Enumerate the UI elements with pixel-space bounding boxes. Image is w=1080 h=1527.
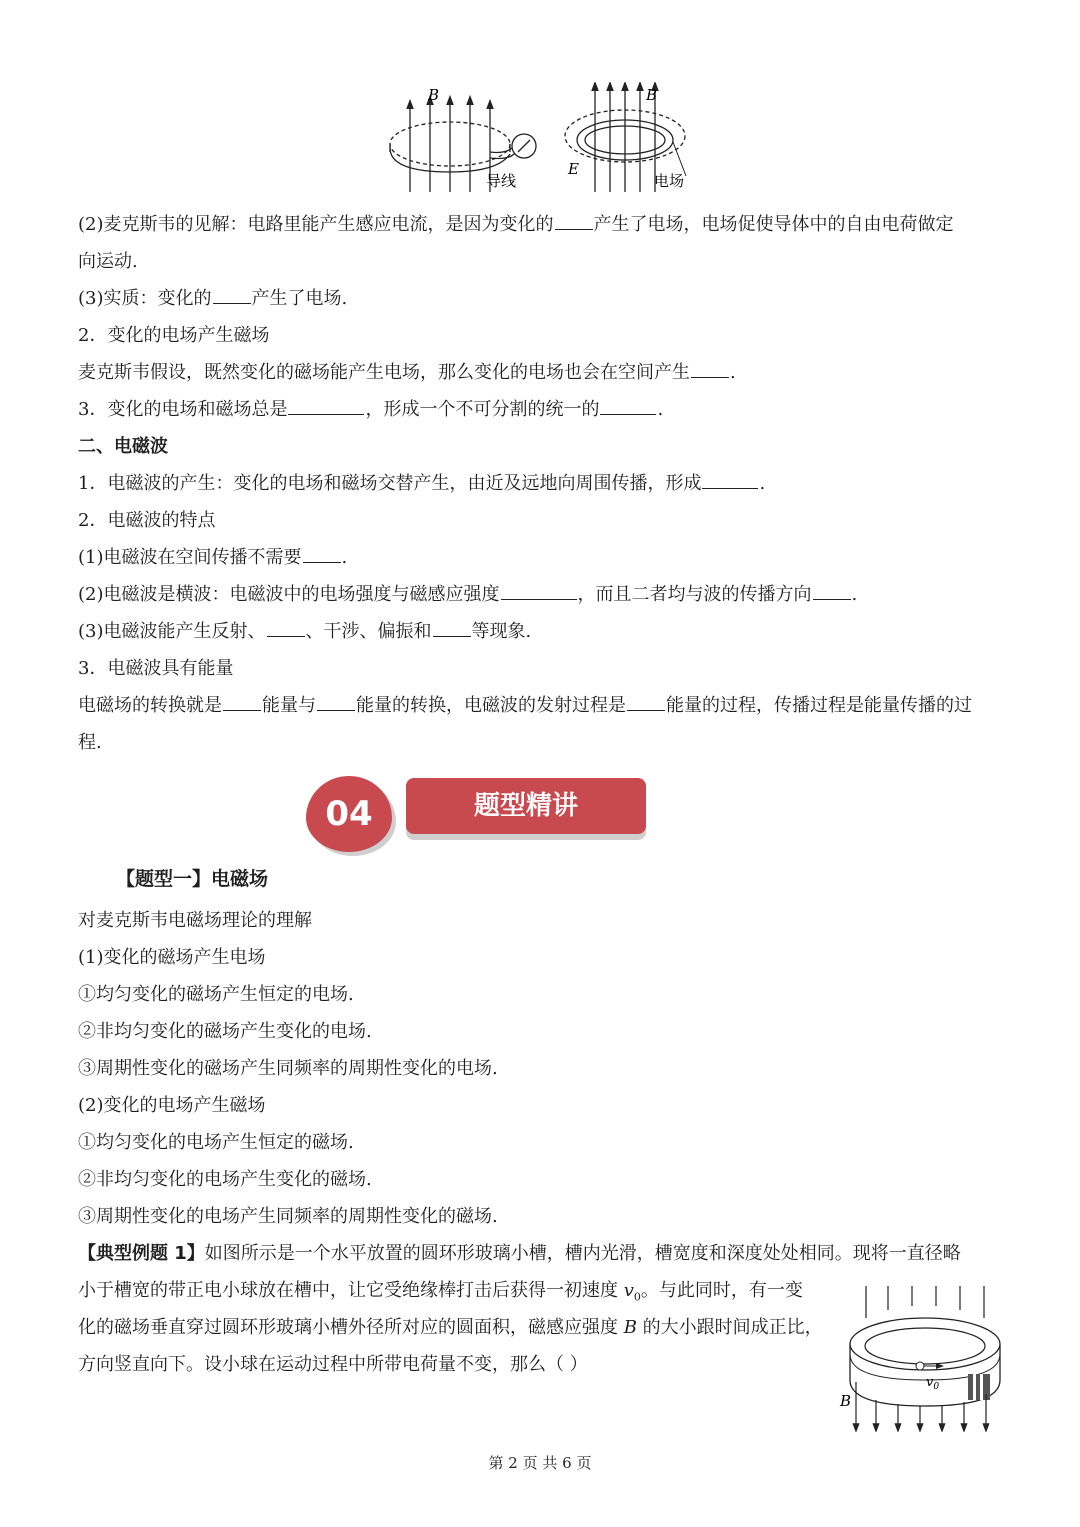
section-title: 题型精讲 [406, 778, 646, 834]
b-field-label: B [840, 1392, 852, 1410]
text-line: 2．电磁波的特点 [78, 510, 216, 531]
text-line: (2)麦克斯韦的见解：电路里能产生感应电流，是因为变化的 产生了电场，电场促使导体中的自由电荷做定 [78, 214, 954, 235]
text-line: (1)电磁波在空间传播不需要 . [78, 547, 348, 568]
answer-blank [813, 583, 851, 600]
text-line: (3)实质：变化的 产生了电场. [78, 288, 348, 309]
answer-blank [433, 620, 471, 637]
answer-blank [501, 583, 577, 600]
example-label: 【典型例题 1】 [78, 1243, 205, 1264]
topic-heading: 【题型一】电磁场 [116, 868, 269, 890]
e-label: E [568, 160, 579, 178]
example-line: 化的磁场垂直穿过圆环形玻璃小槽外径所对应的圆面积，磁感应强度 B 的大小跟时间成正比， [78, 1317, 823, 1338]
right-loop-diagram [565, 86, 686, 192]
text-line: 2．变化的电场产生磁场 [78, 325, 270, 346]
answer-blank [213, 287, 251, 304]
text-line: 程. [78, 732, 102, 753]
text-line: (2)电磁波是横波：电磁波中的电场强度与磁感应强度 ，而且二者均与波的传播方向 . [78, 584, 858, 605]
answer-blank [303, 546, 341, 563]
answer-blank [267, 620, 305, 637]
right-b-label: B [646, 86, 658, 104]
answer-blank [288, 398, 364, 415]
example-line: 【典型例题 1】如图所示是一个水平放置的圆环形玻璃小槽，槽内光滑，槽宽度和深度处处相同。现将一直径略 [78, 1243, 961, 1264]
section-number: 04 [306, 776, 392, 852]
text-line: 3．变化的电场和磁场总是 ，形成一个不可分割的统一的 . [78, 399, 664, 420]
text-line: 电磁场的转换就是 能量与 能量的转换，电磁波的发射过程是 能量的过程，传播过程是能量传播的过 [78, 695, 972, 716]
answer-blank [702, 472, 758, 489]
topic-line: ②非均匀变化的磁场产生变化的电场. [78, 1021, 372, 1042]
section-badge [306, 776, 656, 856]
text-line: 麦克斯韦假设，既然变化的磁场能产生电场，那么变化的电场也会在空间产生 . [78, 362, 736, 383]
text-line: (3)电磁波能产生反射、 、干涉、偏振和 等现象. [78, 621, 532, 642]
topic-line: ③周期性变化的磁场产生同频率的周期性变化的电场. [78, 1058, 498, 1079]
left-loop-diagram [390, 86, 536, 192]
text-line: 1．电磁波的产生：变化的电场和磁场交替产生，由近及远地向周围传播，形成 . [78, 473, 766, 494]
answer-blank [600, 398, 656, 415]
section-heading: 二、电磁波 [78, 436, 168, 457]
wire-label: 导线 [486, 172, 517, 190]
top-figure [380, 82, 700, 198]
left-b-label: B [428, 86, 440, 104]
field-label: 电场 [654, 172, 685, 190]
v0-label: $v_0$ [926, 1375, 940, 1392]
answer-blank [317, 694, 355, 711]
example-line: 方向竖直向下。设小球在运动过程中所带电荷量不变，那么（ ） [78, 1354, 588, 1375]
example-line: 小于槽宽的带正电小球放在槽中，让它受绝缘棒打击后获得一初速度 $v_0$。与此同时，有一变 [78, 1280, 803, 1304]
answer-blank [627, 694, 665, 711]
text-line: 3．电磁波具有能量 [78, 658, 234, 679]
topic-line: ③周期性变化的电场产生同频率的周期性变化的磁场. [78, 1206, 498, 1227]
topic-line: (2)变化的电场产生磁场 [78, 1095, 266, 1116]
text-line: 向运动. [78, 251, 138, 272]
topic-line: 对麦克斯韦电磁场理论的理解 [78, 910, 312, 931]
ring-trough-figure [836, 1282, 1006, 1432]
answer-blank [691, 361, 729, 378]
topic-line: ①均匀变化的磁场产生恒定的电场. [78, 984, 354, 1005]
topic-line: (1)变化的磁场产生电场 [78, 947, 266, 968]
topic-line: ②非均匀变化的电场产生变化的磁场. [78, 1169, 372, 1190]
answer-blank [223, 694, 261, 711]
topic-line: ①均匀变化的电场产生恒定的磁场. [78, 1132, 354, 1153]
page-footer: 第 2 页 共 6 页 [488, 1454, 592, 1472]
answer-blank [555, 213, 593, 230]
